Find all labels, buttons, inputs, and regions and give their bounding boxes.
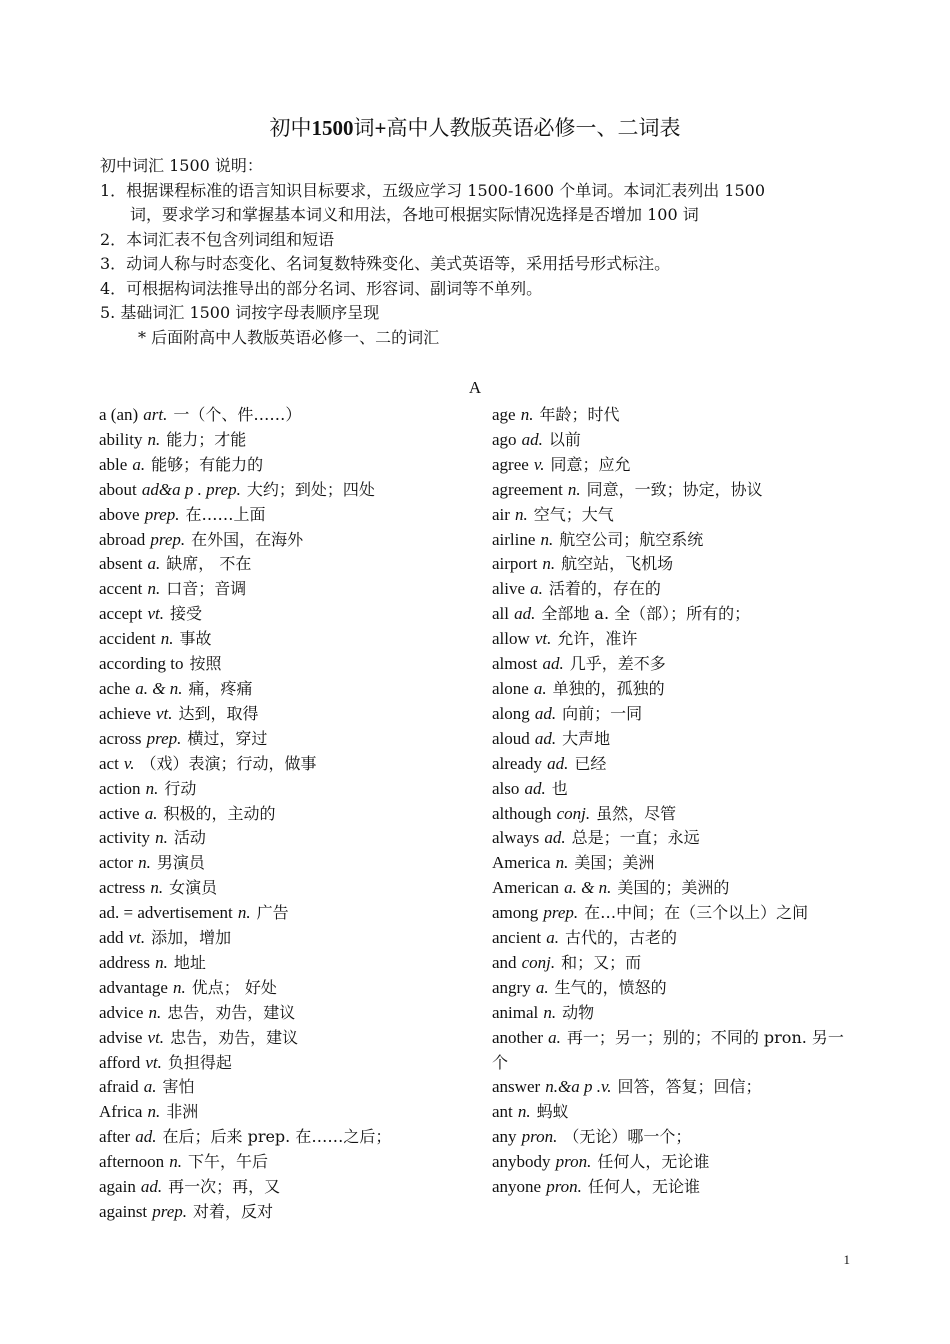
- entry-word: afraid: [99, 1077, 139, 1097]
- entry-word: Africa: [99, 1102, 143, 1122]
- entry-pos: a.: [535, 977, 549, 997]
- vocab-entry: [99, 478, 479, 503]
- vocab-entry: [492, 528, 852, 553]
- entry-word: among: [492, 903, 539, 923]
- vocab-entry: [492, 403, 852, 428]
- vocab-entry: [492, 702, 852, 727]
- vocab-entry: [492, 552, 852, 577]
- note-line: 词，要求学习和掌握基本词义和用法，各地可根据实际情况选择是否增加 100 词: [130, 205, 699, 224]
- entry-word: after: [99, 1127, 131, 1147]
- title-part: 词: [353, 116, 375, 140]
- vocab-entry: [99, 926, 479, 951]
- entry-word: and: [492, 952, 517, 972]
- entry-meaning: 美国；美洲: [574, 853, 655, 873]
- entry-meaning: 也: [551, 778, 568, 798]
- entry-word: above: [99, 504, 140, 524]
- vocab-entry: [492, 453, 852, 478]
- entry-word: answer: [492, 1077, 541, 1097]
- vocab-entry: [99, 727, 479, 752]
- entry-pos: a.: [147, 554, 161, 574]
- entry-meaning: 口音；音调: [166, 579, 247, 599]
- vocab-entry: [99, 876, 479, 901]
- entry-pos: vt.: [145, 1052, 162, 1072]
- entry-meaning: 美国的；美洲的: [617, 878, 730, 898]
- entry-word: again: [99, 1177, 136, 1197]
- entry-meaning: 虽然，尽管: [596, 803, 677, 823]
- vocab-entry: [492, 428, 852, 453]
- entry-pos: n.&a p .v.: [545, 1077, 612, 1097]
- entry-word: agreement: [492, 479, 563, 499]
- entry-meaning: 同意，一致；协定，协议: [586, 479, 763, 499]
- entry-meaning: 按照: [189, 654, 222, 674]
- entry-meaning: 生气的，愤怒的: [554, 977, 667, 997]
- vocab-entry: [99, 677, 479, 702]
- entry-pos: pron.: [521, 1127, 558, 1147]
- vocab-entry: [99, 1026, 479, 1051]
- entry-pos: conj.: [521, 952, 556, 972]
- vocab-entry: [492, 1001, 852, 1026]
- entry-word: add: [99, 928, 124, 948]
- entry-word: along: [492, 703, 530, 723]
- entry-meaning: 地址: [173, 952, 206, 972]
- entry-pos: a. & n.: [135, 678, 183, 698]
- entry-meaning: 几乎，差不多: [569, 654, 666, 674]
- entry-meaning: 回答，答复；回信；: [617, 1077, 762, 1097]
- entry-word: animal: [492, 1002, 539, 1022]
- vocab-entry: [492, 677, 852, 702]
- entry-pos: n.: [150, 878, 164, 898]
- entry-meaning: 年龄；时代: [539, 405, 620, 424]
- entry-meaning: 单独的，孤独的: [552, 678, 665, 698]
- entry-pos: pron.: [546, 1177, 582, 1197]
- entry-meaning: 大约；到处；四处: [246, 479, 375, 499]
- entry-meaning: 达到，取得: [178, 703, 259, 723]
- entry-pos: ad&a p . prep.: [141, 479, 241, 499]
- entry-pos: pron.: [555, 1152, 592, 1172]
- vocab-entry: [492, 926, 852, 951]
- vocab-entry: [99, 453, 479, 478]
- entry-word: absent: [99, 554, 143, 574]
- entry-meaning: 害怕: [162, 1077, 195, 1097]
- vocab-entry: [99, 752, 479, 777]
- entry-word: also: [492, 778, 520, 798]
- entry-meaning: 在外国，在海外: [191, 529, 304, 549]
- entry-pos: a.: [144, 803, 158, 823]
- entry-meaning: 同意；应允: [550, 454, 631, 474]
- entry-pos: n.: [160, 629, 174, 649]
- entry-pos: ad.: [521, 429, 543, 449]
- entry-word: act: [99, 753, 119, 773]
- title-plus: +: [374, 116, 387, 140]
- entry-pos: n.: [148, 1002, 162, 1022]
- entry-pos: n.: [169, 1152, 182, 1172]
- entry-meaning: 任何人，无论谁: [587, 1177, 700, 1197]
- entry-pos: n.: [155, 828, 168, 848]
- entry-meaning: 忠告，劝告，建议: [170, 1027, 299, 1047]
- entry-meaning: 一（个、件……）: [173, 405, 302, 424]
- entry-meaning: 事故: [179, 629, 212, 649]
- entry-word: able: [99, 454, 128, 474]
- entry-word: a (an): [99, 405, 139, 424]
- entry-word: age: [492, 405, 516, 424]
- entry-meaning: 再一；另一；别的；不同的 pron. 另一个: [492, 1027, 844, 1072]
- entry-meaning: 已经: [574, 753, 607, 773]
- entry-word: active: [99, 803, 140, 823]
- entry-pos: a.: [530, 579, 543, 599]
- vocab-entry: [492, 478, 852, 503]
- entry-word: abroad: [99, 529, 146, 549]
- vocab-entry: [99, 976, 479, 1001]
- entry-pos: ad.: [544, 828, 566, 848]
- entry-word: across: [99, 728, 142, 748]
- note-line: 3．动词人称与时态变化、名词复数特殊变化、美式英语等，采用括号形式标注。: [100, 254, 671, 273]
- entry-meaning: 痛，疼痛: [188, 678, 253, 698]
- entry-pos: v.: [533, 454, 545, 474]
- entry-word: actor: [99, 853, 133, 873]
- vocab-column-left: [99, 403, 479, 1225]
- vocab-entry: [99, 802, 479, 827]
- entry-word: aloud: [492, 728, 530, 748]
- entry-pos: n.: [145, 778, 159, 798]
- entry-meaning: 航空公司；航空系统: [559, 529, 704, 549]
- entry-word: against: [99, 1202, 148, 1221]
- entry-word: activity: [99, 828, 150, 848]
- entry-meaning: 积极的，主动的: [163, 803, 276, 823]
- vocab-entry: [99, 552, 479, 577]
- vocab-column-right: [492, 403, 852, 1200]
- entry-word: already: [492, 753, 543, 773]
- entry-word: anybody: [492, 1152, 551, 1172]
- vocab-entry: [99, 1051, 479, 1076]
- notes-heading: 初中词汇 1500 说明：: [100, 156, 263, 175]
- entry-word: ago: [492, 429, 517, 449]
- entry-word: although: [492, 803, 552, 823]
- vocab-entry: [99, 1150, 479, 1175]
- vocab-entry: [99, 1001, 479, 1026]
- entry-word: almost: [492, 654, 538, 674]
- vocab-entry: [492, 1026, 852, 1076]
- entry-meaning: 广告: [256, 903, 289, 923]
- vocab-entry: [99, 851, 479, 876]
- vocab-entry: [492, 652, 852, 677]
- entry-word: all: [492, 604, 509, 624]
- vocab-entry: [99, 503, 479, 528]
- entry-word: airline: [492, 529, 536, 549]
- vocab-entry: [492, 727, 852, 752]
- entry-word: alone: [492, 678, 529, 698]
- entry-meaning: 女演员: [169, 878, 218, 898]
- entry-meaning: 优点； 好处: [191, 977, 277, 997]
- entry-word: address: [99, 952, 150, 972]
- entry-meaning: 任何人，无论谁: [597, 1152, 710, 1172]
- vocab-entry: [99, 403, 479, 428]
- entry-meaning: 和；又；而: [561, 952, 642, 972]
- title-part: 初中: [269, 116, 312, 140]
- vocab-entry: [99, 901, 479, 926]
- entry-meaning: 在后；后来 prep. 在……之后；: [162, 1127, 392, 1147]
- entry-pos: a.: [533, 678, 547, 698]
- entry-meaning: 行动: [164, 778, 197, 798]
- entry-pos: a.: [143, 1077, 157, 1097]
- vocab-entry: [492, 826, 852, 851]
- entry-word: always: [492, 828, 540, 848]
- entry-word: ache: [99, 678, 131, 698]
- vocab-entry: [99, 1100, 479, 1125]
- entry-pos: ad.: [534, 728, 557, 748]
- entry-word: allow: [492, 629, 530, 649]
- entry-pos: n.: [555, 853, 569, 873]
- entry-pos: ad.: [547, 753, 569, 773]
- title-number: 1500: [311, 116, 354, 140]
- entry-meaning: 蚂蚁: [536, 1102, 569, 1122]
- entry-pos: ad.: [514, 604, 536, 624]
- entry-word: alive: [492, 579, 526, 599]
- entry-meaning: （戏）表演；行动，做事: [140, 753, 317, 773]
- entry-meaning: 在…中间；在（三个以上）之间: [584, 903, 809, 923]
- entry-word: ability: [99, 429, 143, 449]
- entry-meaning: 下午，午后: [187, 1152, 268, 1172]
- entry-meaning: 非洲: [166, 1102, 199, 1122]
- entry-pos: ad.: [140, 1177, 163, 1197]
- entry-meaning: 男演员: [156, 853, 205, 873]
- vocab-entry: [492, 577, 852, 602]
- entry-word: American: [492, 878, 560, 898]
- vocab-entry: [99, 1175, 479, 1200]
- entry-meaning: 活动: [173, 828, 206, 848]
- entry-word: afford: [99, 1052, 141, 1072]
- entry-pos: n.: [155, 952, 168, 972]
- entry-pos: conj.: [556, 803, 591, 823]
- vocab-entry: [492, 1150, 852, 1175]
- entry-pos: vt.: [147, 604, 165, 624]
- entry-pos: vt.: [128, 928, 146, 948]
- entry-word: another: [492, 1027, 543, 1047]
- entry-meaning: 航空站，飞机场: [561, 554, 674, 574]
- entry-word: advantage: [99, 977, 168, 997]
- entry-pos: n.: [567, 479, 581, 499]
- page-title: [0, 112, 950, 142]
- vocab-entry: [99, 1075, 479, 1100]
- vocab-entry: [99, 702, 479, 727]
- vocab-entry: [492, 901, 852, 926]
- entry-word: accent: [99, 579, 143, 599]
- entry-meaning: （无论）哪一个；: [563, 1127, 692, 1147]
- vocab-entry: [492, 752, 852, 777]
- entry-word: anyone: [492, 1177, 542, 1197]
- vocab-entry: [99, 428, 479, 453]
- entry-pos: art.: [143, 405, 168, 424]
- note-line: 5. 基础词汇 1500 词按字母表顺序呈现: [100, 303, 380, 322]
- page-number: 1: [843, 1252, 850, 1267]
- entry-pos: prep.: [150, 529, 186, 549]
- entry-word: air: [492, 504, 510, 524]
- entry-meaning: 能力；才能: [166, 429, 247, 449]
- entry-pos: a.: [548, 1027, 561, 1047]
- entry-word: about: [99, 479, 137, 499]
- vocab-entry: [99, 528, 479, 553]
- entry-word: afternoon: [99, 1152, 165, 1172]
- entry-meaning: 在……上面: [185, 504, 266, 524]
- entry-word: airport: [492, 554, 538, 574]
- entry-word: accident: [99, 629, 156, 649]
- entry-word: ad. = advertisement: [99, 903, 233, 923]
- entry-pos: n.: [542, 554, 556, 574]
- vocab-entry: [492, 503, 852, 528]
- entry-word: any: [492, 1127, 517, 1147]
- vocab-entry: [492, 851, 852, 876]
- entry-pos: a. & n.: [564, 878, 612, 898]
- entry-word: advice: [99, 1002, 144, 1022]
- vocab-entry: [99, 602, 479, 627]
- vocab-entry: [99, 951, 479, 976]
- entry-meaning: 允许，准许: [557, 629, 638, 649]
- entry-word: achieve: [99, 703, 151, 723]
- entry-meaning: 能够；有能力的: [151, 454, 264, 474]
- entry-meaning: 横过，穿过: [187, 728, 268, 748]
- vocab-entry: [492, 602, 852, 627]
- vocab-entry: [492, 1175, 852, 1200]
- vocab-entry: [492, 802, 852, 827]
- entry-pos: a.: [546, 928, 559, 948]
- entry-pos: n.: [543, 1002, 557, 1022]
- entry-word: angry: [492, 977, 531, 997]
- entry-meaning: 动物: [562, 1002, 595, 1022]
- entry-meaning: 活着的，存在的: [548, 579, 661, 599]
- entry-pos: a.: [132, 454, 146, 474]
- entry-pos: vt.: [147, 1027, 165, 1047]
- vocab-entry: [492, 1100, 852, 1125]
- entry-pos: prep.: [146, 728, 182, 748]
- entry-pos: n.: [517, 1102, 531, 1122]
- note-line: 4．可根据构词法推导出的部分名词、形容词、副词等不单列。: [100, 278, 543, 298]
- entry-meaning: 大声地: [562, 728, 611, 748]
- note-line: 2．本词汇表不包含列词组和短语: [100, 229, 335, 249]
- vocab-entry: [99, 1125, 479, 1150]
- entry-word: accept: [99, 604, 143, 624]
- entry-pos: ad.: [534, 703, 557, 723]
- vocab-entry: [99, 577, 479, 602]
- title-part: 高中人教版英语必修一、二词表: [386, 116, 681, 140]
- entry-pos: n.: [147, 579, 161, 599]
- note-line: * 后面附高中人教版英语必修一、二的词汇: [138, 327, 440, 347]
- entry-word: America: [492, 853, 551, 873]
- entry-word: action: [99, 778, 141, 798]
- vocab-entry: [492, 627, 852, 652]
- vocab-entry: [99, 1200, 479, 1225]
- vocab-entry: [99, 826, 479, 851]
- entry-meaning: 添加，增加: [151, 928, 232, 948]
- entry-meaning: 全部地 a. 全（部）；所有的；: [541, 604, 751, 624]
- entry-pos: ad.: [542, 654, 564, 674]
- entry-pos: n.: [237, 903, 251, 923]
- entry-pos: prep.: [144, 504, 180, 524]
- entry-meaning: 空气；大气: [533, 504, 614, 524]
- entry-pos: n.: [515, 504, 528, 524]
- entry-pos: ad.: [135, 1127, 157, 1147]
- entry-meaning: 再一次；再，又: [168, 1177, 281, 1197]
- entry-meaning: 总是；一直；永远: [571, 828, 700, 848]
- entry-pos: n.: [520, 405, 534, 424]
- vocab-entry: [492, 1125, 852, 1150]
- vocab-entry: [492, 951, 852, 976]
- entry-pos: vt.: [534, 629, 552, 649]
- entry-word: ant: [492, 1102, 513, 1122]
- entry-pos: prep.: [543, 903, 579, 923]
- entry-pos: n.: [138, 853, 151, 873]
- entry-meaning: 向前；一同: [562, 703, 643, 723]
- entry-word: advise: [99, 1027, 143, 1047]
- entry-meaning: 负担得起: [167, 1052, 232, 1072]
- vocab-entry: [492, 777, 852, 802]
- vocab-entry: [99, 652, 479, 677]
- entry-word: agree: [492, 454, 529, 474]
- vocab-entry: [492, 876, 852, 901]
- note-line: 1．根据课程标准的语言知识目标要求，五级应学习 1500-1600 个单词。本词汇表列出 1500: [100, 180, 766, 200]
- vocab-entry: [99, 777, 479, 802]
- vocab-entry: [492, 1075, 852, 1100]
- entry-pos: n.: [540, 529, 554, 549]
- entry-pos: ad.: [524, 778, 546, 798]
- entry-pos: n.: [147, 429, 161, 449]
- entry-meaning: 缺席， 不在: [166, 554, 252, 574]
- entry-pos: v.: [123, 753, 135, 773]
- entry-word: ancient: [492, 928, 542, 948]
- entry-pos: n.: [147, 1102, 161, 1122]
- section-letter: A: [468, 378, 482, 397]
- entry-pos: prep.: [152, 1202, 188, 1221]
- entry-meaning: 古代的，古老的: [564, 928, 677, 948]
- entry-pos: vt.: [156, 703, 173, 723]
- entry-word: according to: [99, 654, 184, 674]
- entry-meaning: 对着，反对: [193, 1202, 274, 1221]
- entry-word: actress: [99, 878, 146, 898]
- notes-section: [100, 154, 860, 350]
- entry-pos: n.: [173, 977, 186, 997]
- vocab-entry: [99, 627, 479, 652]
- entry-meaning: 以前: [548, 429, 581, 449]
- entry-meaning: 接受: [170, 604, 203, 624]
- vocab-entry: [492, 976, 852, 1001]
- entry-meaning: 忠告，劝告，建议: [167, 1002, 296, 1022]
